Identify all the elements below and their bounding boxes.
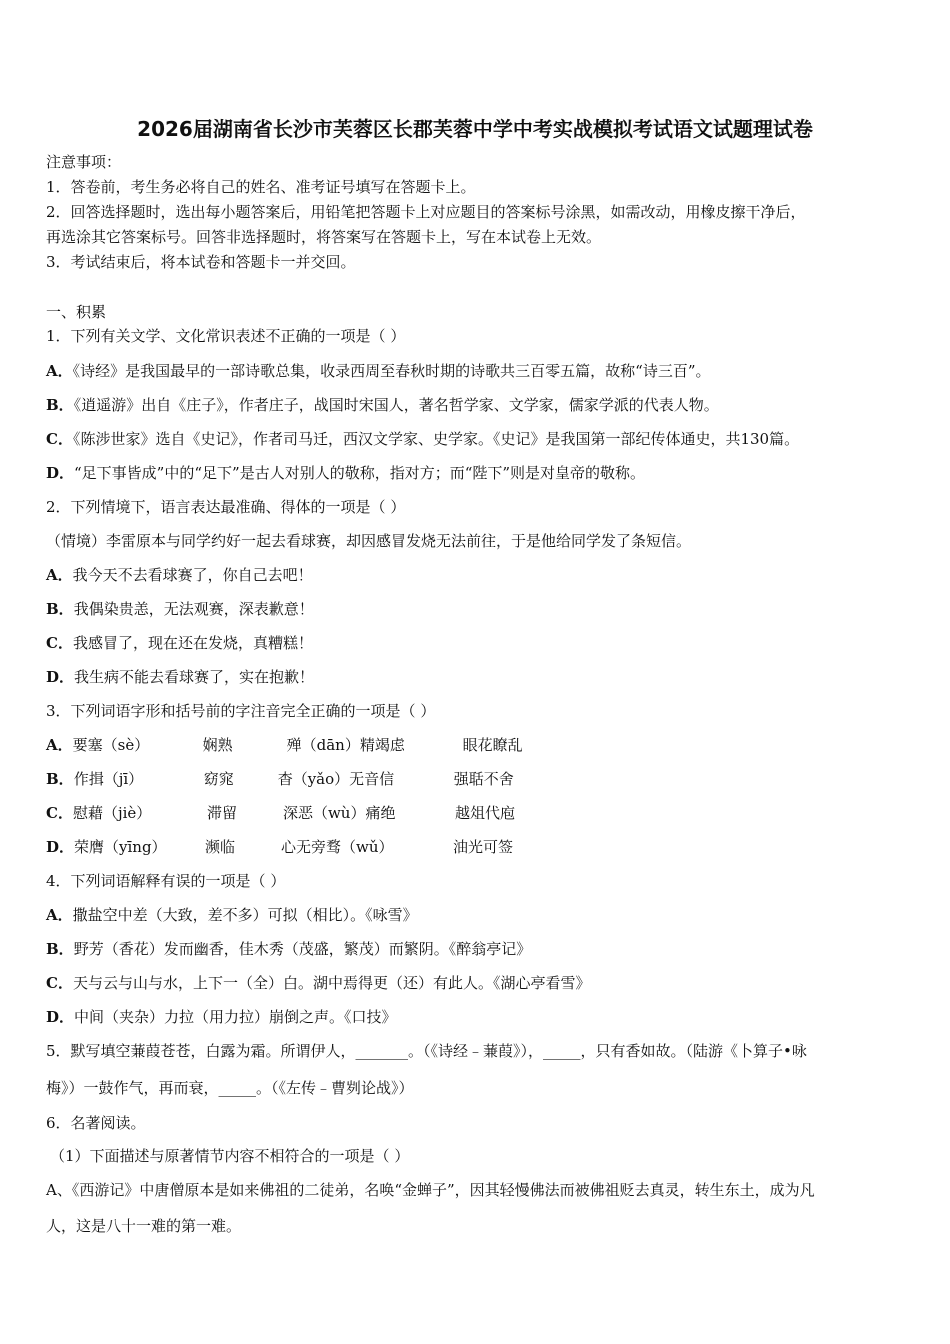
q3-b-word3: 杳（yǎo）无音信 (277, 770, 395, 788)
q1-b-label: B． (46, 396, 74, 414)
q2-d-label: D． (46, 668, 75, 686)
q1-c-label: C． (46, 430, 73, 448)
q4-option-c (46, 973, 910, 993)
q3-c-word1: 慰藉（jiè） (72, 804, 152, 822)
q1-d-text: “足下事皆成”中的“足下”是古人对别人的敬称，指对方；而“陛下”则是对皇帝的敬称。 (74, 464, 646, 482)
q3-d-word1: 荣膺（yīng） (74, 838, 167, 856)
section-heading: 一、积累 (46, 303, 107, 321)
q1-option-d (46, 463, 910, 483)
q3-b-word2: 窈窕 (203, 770, 234, 788)
q2-context: （情境）李雷原本与同学约好一起去看球赛，却因感冒发烧无法前往，于是他给同学发了条短信。 (46, 532, 692, 550)
q3-c-word2: 滞留 (206, 804, 237, 822)
q2-option-d (46, 667, 910, 687)
q4-d-label: D． (46, 1008, 75, 1026)
exam-title: 2026届湖南省长沙市芙蓉区长郡芙蓉中学中考实战模拟考试语文试题理试卷 (137, 117, 813, 141)
q4-d-text: 中间（夹杂）力拉（用力拉）崩倒之声。《口技》 (74, 1008, 397, 1026)
q3-option-b (46, 769, 910, 789)
q4-c-label: C． (46, 974, 73, 992)
q4-option-d (46, 1007, 910, 1027)
q3-option-d (46, 837, 910, 857)
q3-a-label: A． (46, 736, 73, 754)
q1-a-text: 《诗经》是我国最早的一部诗歌总集，收录西周至春秋时期的诗歌共三百零五篇，故称“诗三百”。 (72, 362, 711, 380)
q4-option-b (46, 939, 910, 959)
q5-line-2: 梅》）一鼓作气，再而衰，_____。（《左传﹣曹刿论战》） (46, 1079, 414, 1097)
q3-option-c (46, 803, 910, 823)
q2-a-label: A． (46, 566, 73, 584)
q3-option-a (46, 735, 910, 755)
q3-d-label: D． (46, 838, 75, 856)
q2-a-text: 我今天不去看球赛了，你自己去吧！ (72, 566, 313, 584)
q2-c-label: C． (46, 634, 73, 652)
q2-option-b (46, 599, 910, 619)
q3-d-word2: 濒临 (205, 838, 236, 856)
q3-b-label: B． (46, 770, 74, 788)
q6-option-a-line-1: A、《西游记》中唐僧原本是如来佛祖的二徒弟，名唤“金蝉子”，因其轻慢佛法而被佛祖贬去真灵，转生东土，成为凡 (46, 1181, 815, 1199)
notice-item-2b: 再选涂其它答案标号。回答非选择题时，将答案写在答题卡上，写在本试卷上无效。 (46, 228, 602, 246)
q2-c-text: 我感冒了，现在还在发烧，真糟糕！ (72, 634, 313, 652)
q1-option-c (46, 429, 910, 449)
q3-d-word3: 心无旁骛（wǔ） (281, 838, 394, 856)
q3-b-word1: 作揖（jī） (73, 770, 144, 788)
q1-b-text: 《逍遥游》出自《庄子》，作者庄子，战国时宋国人，著名哲学家、文学家，儒家学派的代表人物。 (73, 396, 719, 414)
q4-a-label: A． (46, 906, 73, 924)
q6-option-a-line-2: 人，这是八十一难的第一难。 (46, 1217, 242, 1235)
q1-stem: 1．下列有关文学、文化常识表述不正确的一项是（ ） (46, 327, 406, 345)
q3-c-word3: 深恶（wù）痛绝 (282, 804, 396, 822)
q1-option-b (46, 395, 910, 415)
q3-a-word1: 要塞（sè） (72, 736, 150, 754)
q2-option-c (46, 633, 910, 653)
q3-stem: 3．下列词语字形和括号前的字注音完全正确的一项是（ ） (46, 702, 436, 720)
q1-d-label: D． (46, 464, 75, 482)
q4-a-text: 撒盐空中差（大致，差不多）可拟（相比）。《咏雪》 (72, 906, 418, 924)
q4-b-label: B． (46, 940, 74, 958)
q2-option-a (46, 565, 910, 585)
notice-item-3: 3．考试结束后，将本试卷和答题卡一并交回。 (46, 253, 356, 271)
q3-d-word4: 油光可签 (453, 838, 514, 856)
q3-a-word3: 殚（dān）精竭虑 (286, 736, 405, 754)
q5-line-1: 5．默写填空蒹葭苍苍，白露为霜。所谓伊人，_______。（《诗经﹣蒹葭》），_____，只有香如故。（陆游《卜算子•咏 (46, 1042, 807, 1060)
notice-heading: 注意事项： (46, 153, 122, 171)
q3-c-word4: 越俎代庖 (454, 804, 515, 822)
q3-a-word2: 娴熟 (202, 736, 233, 754)
q2-b-text: 我偶染贵恙，无法观赛，深表歉意！ (73, 600, 314, 618)
q4-b-text: 野芳（香花）发而幽香，佳木秀（茂盛，繁茂）而繁阴。《醉翁亭记》 (73, 940, 532, 958)
q6-sub-question-1: （1）下面描述与原著情节内容不相符合的一项是（ ） (50, 1147, 410, 1165)
q2-d-text: 我生病不能去看球赛了，实在抱歉！ (74, 668, 315, 686)
q4-option-a (46, 905, 910, 925)
q3-b-word4: 强聒不舍 (453, 770, 514, 788)
q1-a-label: A． (46, 362, 73, 380)
q2-stem: 2．下列情境下，语言表达最准确、得体的一项是（ ） (46, 498, 406, 516)
q1-c-text: 《陈涉世家》选自《史记》，作者司马迁，西汉文学家、史学家。《史记》是我国第一部纪传体通史，共130篇。 (72, 430, 800, 448)
notice-item-1: 1．答卷前，考生务必将自己的姓名、准考证号填写在答题卡上。 (46, 178, 476, 196)
q4-stem: 4．下列词语解释有误的一项是（ ） (46, 872, 286, 890)
q3-a-word4: 眼花瞭乱 (462, 736, 523, 754)
q2-b-label: B． (46, 600, 74, 618)
q1-option-a (46, 361, 910, 381)
notice-item-2a: 2．回答选择题时，选出每小题答案后，用铅笔把答题卡上对应题目的答案标号涂黑，如需改动，用橡皮擦干净后， (46, 203, 806, 221)
q4-c-text: 天与云与山与水，上下一（全）白。湖中焉得更（还）有此人。《湖心亭看雪》 (72, 974, 591, 992)
q6-stem: 6．名著阅读。 (46, 1114, 146, 1132)
q3-c-label: C． (46, 804, 73, 822)
